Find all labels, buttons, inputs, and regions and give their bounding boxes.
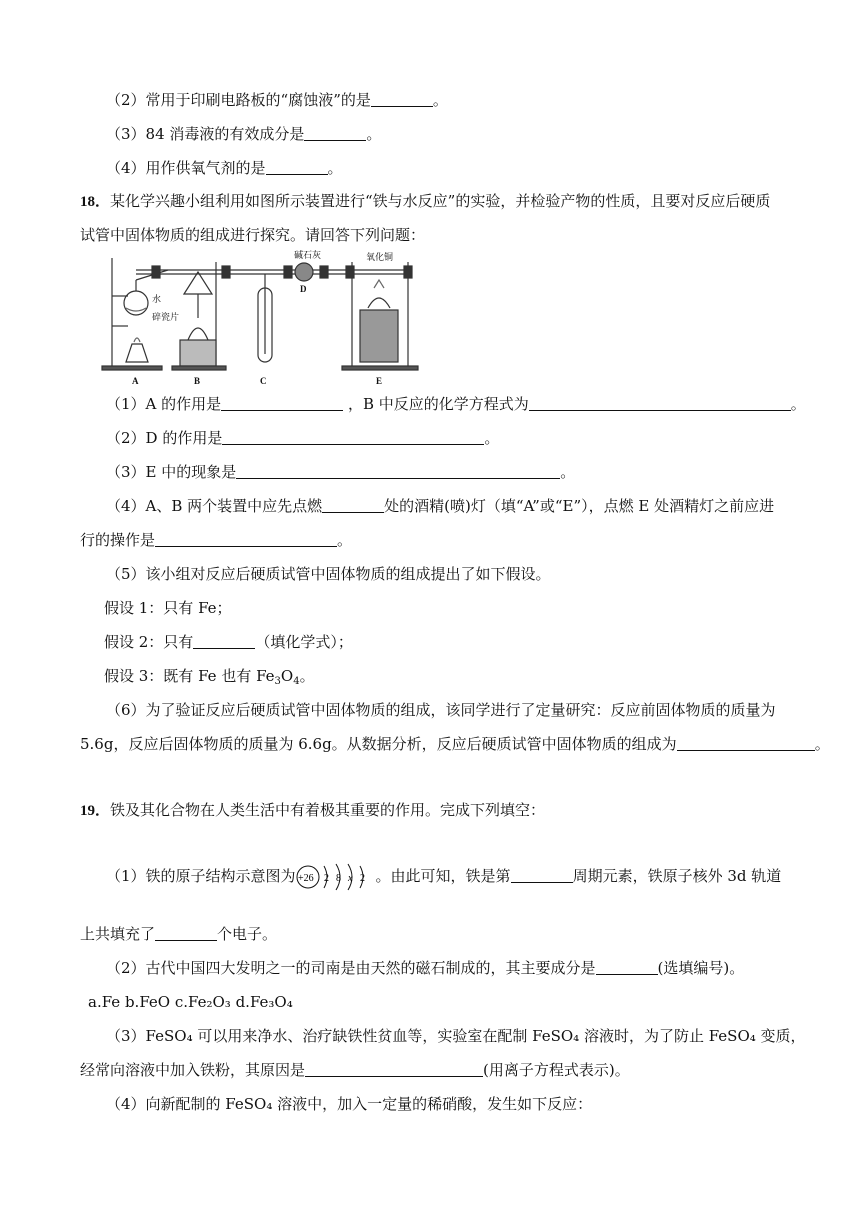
q19-part-1-cont: 上共填充了 个电子。	[80, 925, 278, 943]
q19-stem: 19．铁及其化合物在人类生活中有着极其重要的作用。完成下列填空：	[80, 801, 546, 819]
copper-oxide-label: 氧化铜	[366, 252, 394, 262]
answer-blank[interactable]	[221, 395, 343, 411]
shell-1-count: 2	[323, 873, 329, 884]
q18-part-5: （5）该小组对反应后硬质试管中固体物质的组成提出了如下假设。	[106, 565, 551, 583]
q17-item-4: （4）用作供氧气剂的是 。	[106, 159, 343, 177]
label-B: B	[194, 376, 201, 386]
iron-atom-structure-diagram	[296, 862, 376, 892]
nucleus-charge: +26	[297, 873, 314, 884]
answer-blank[interactable]	[222, 429, 484, 445]
answer-blank[interactable]	[322, 497, 384, 513]
label-E: E	[376, 376, 383, 386]
q17-item-2: （2）常用于印刷电路板的“腐蚀液”的是 。	[106, 91, 448, 109]
answer-blank[interactable]	[677, 735, 815, 751]
q19-part-3-cont: 经常向溶液中加入铁粉，其原因是 (用离子方程式表示)。	[80, 1061, 630, 1079]
hypothesis-3: 假设 3：既有 Fe 也有 $Fe_3O_4$。	[104, 667, 315, 687]
experiment-apparatus-figure	[98, 248, 428, 388]
answer-blank[interactable]	[305, 1061, 483, 1077]
q18-stem-line2: 试管中固体物质的组成进行探究。请回答下列问题：	[80, 226, 426, 244]
hypothesis-1: 假设 1：只有 Fe；	[104, 599, 232, 617]
answer-blank[interactable]	[193, 633, 255, 649]
answer-blank[interactable]	[371, 91, 433, 107]
porcelain-label: 碎瓷片	[152, 312, 180, 322]
shell-3-count: x	[347, 873, 352, 884]
q18-stem-line1: 18．某化学兴趣小组利用如图所示装置进行“铁与水反应”的实验，并检验产物的性质，且要对反应后硬质	[80, 192, 771, 210]
q19-options: a.Fe b.FeO c.Fe₂O₃ d.Fe₃O₄	[88, 993, 293, 1011]
q17-item-3: （3）84 消毒液的有效成分是 。	[106, 125, 382, 143]
q19-part-2: （2）古代中国四大发明之一的司南是由天然的磁石制成的，其主要成分是 (选填编号)。	[106, 959, 745, 977]
q18-part-6: （6）为了验证反应后硬质试管中固体物质的组成，该同学进行了定量研究：反应前固体物质的质量为	[106, 701, 776, 719]
label-C: C	[260, 376, 267, 386]
answer-blank[interactable]	[155, 531, 337, 547]
answer-blank[interactable]	[236, 463, 560, 479]
q19-part-4: （4）向新配制的 FeSO₄ 溶液中，加入一定量的稀硝酸，发生如下反应：	[106, 1095, 593, 1113]
label-A: A	[132, 376, 139, 386]
label-D: D	[300, 284, 307, 294]
q18-part-2: （2）D 的作用是 。	[106, 429, 500, 447]
answer-blank[interactable]	[511, 867, 573, 883]
q18-part-6-cont: 5.6g，反应后固体物质的质量为 6.6g。从数据分析，反应后硬质试管中固体物质的组成为 。	[80, 735, 830, 753]
q18-part-4: （4）A、B 两个装置中应先点燃 处的酒精(喷)灯（填“A”或“E”），点燃 E 处酒精灯之前应进	[106, 497, 775, 515]
q18-part-4-cont: 行的操作是 。	[80, 531, 353, 549]
q19-part-1: （1）铁的原子结构示意图为 +26 2 8 x 2 。由此可知，铁是第 周期元素，铁原子核外 3d 轨道	[106, 862, 781, 892]
q18-part-1: （1）A 的作用是 ，B 中反应的化学方程式为 。	[106, 395, 806, 413]
soda-lime-label: 碱石灰	[294, 250, 322, 260]
shell-2-count: 8	[335, 873, 341, 884]
hypothesis-2: 假设 2：只有 （填化学式）；	[104, 633, 353, 651]
q18-part-3: （3）E 中的现象是 。	[106, 463, 576, 481]
shell-4-count: 2	[359, 873, 365, 884]
q19-part-3: （3）FeSO₄ 可以用来净水、治疗缺铁性贫血等，实验室在配制 FeSO₄ 溶液时，为了防止 FeSO₄ 变质，	[106, 1027, 806, 1045]
answer-blank[interactable]	[155, 925, 217, 941]
answer-blank[interactable]	[266, 159, 328, 175]
answer-blank[interactable]	[304, 125, 366, 141]
answer-blank[interactable]	[529, 395, 791, 411]
answer-blank[interactable]	[596, 959, 658, 975]
water-label: 水	[152, 294, 162, 304]
